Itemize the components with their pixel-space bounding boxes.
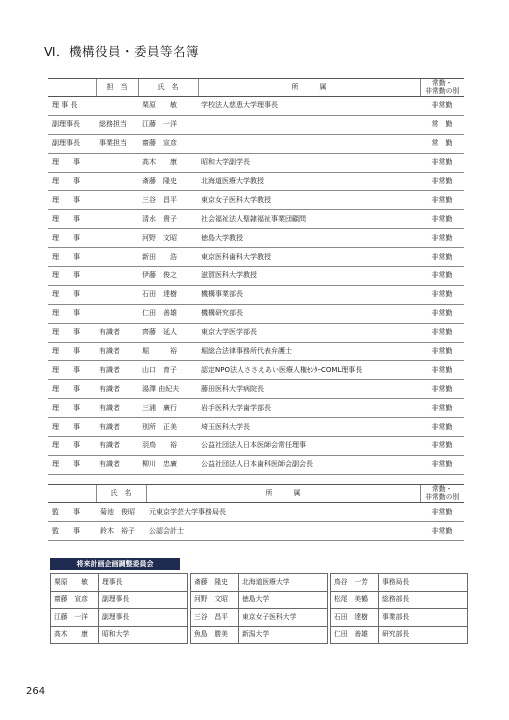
committee-member-name: 高木 康	[51, 626, 99, 644]
officer-position: 理 事	[48, 399, 96, 418]
table-row	[48, 399, 464, 418]
table-row	[48, 191, 464, 210]
committee-member	[51, 609, 188, 627]
committee-member-name: 栗原 敏	[51, 574, 99, 592]
officer-status: 非常勤	[420, 267, 464, 286]
officer-name: 江藤 一洋	[138, 115, 198, 134]
officer-category: 有識者	[96, 455, 138, 474]
table-row	[48, 323, 464, 342]
officer-position: 理 事 長	[48, 97, 96, 116]
officer-status: 非常勤	[420, 380, 464, 399]
page-title: Ⅵ．機構役員・委員等名簿	[44, 44, 200, 59]
table-row	[48, 248, 464, 267]
auditor-name: 菊池 俊昭	[96, 503, 146, 522]
officer-affiliation	[198, 115, 420, 134]
officer-category	[96, 248, 138, 267]
officer-affiliation: 北海道医療大学教授	[198, 172, 420, 191]
officer-affiliation: 岩手医科大学歯学部長	[198, 399, 420, 418]
officer-affiliation: 東京大学医学部長	[198, 323, 420, 342]
committee-member-role: 新潟大学	[239, 626, 328, 644]
officer-affiliation: 東京医科歯科大学教授	[198, 248, 420, 267]
officer-position: 理 事	[48, 229, 96, 248]
officer-name: 清水 貴子	[138, 210, 198, 229]
officer-affiliation: 堀総合法律事務所代表弁護士	[198, 342, 420, 361]
officer-affiliation: 認定NPO法人ささえあい医療人権ｾﾝﾀｰCOML理事長	[198, 361, 420, 380]
auditor-header-status	[420, 485, 464, 503]
officer-position: 理 事	[48, 191, 96, 210]
auditor-header-affiliation: 所 属	[146, 485, 420, 503]
committee-member-role: 北海道医療大学	[239, 574, 328, 592]
committee-member	[51, 591, 188, 609]
table-row	[48, 455, 464, 474]
committee-member-role: 昭和大学	[99, 626, 188, 644]
officer-category: 有識者	[96, 418, 138, 437]
officer-position: 理 事	[48, 172, 96, 191]
committee-block-3	[330, 573, 468, 644]
table-row	[48, 437, 464, 456]
committee-member-name: 三谷 昌平	[191, 609, 239, 627]
table-row	[48, 172, 464, 191]
officer-category: 事業担当	[96, 134, 138, 153]
officer-name: 柳川 忠廣	[138, 455, 198, 474]
officer-position: 理 事	[48, 248, 96, 267]
auditors-table	[48, 484, 464, 541]
table-row	[48, 380, 464, 399]
officer-status: 非常勤	[420, 342, 464, 361]
officer-status: 非常勤	[420, 97, 464, 116]
table-row	[48, 97, 464, 116]
officer-name: 高木 康	[138, 153, 198, 172]
officer-name: 三浦 廣行	[138, 399, 198, 418]
officer-category	[96, 267, 138, 286]
officer-name: 三谷 昌平	[138, 191, 198, 210]
officer-name: 栗原 敏	[138, 97, 198, 116]
auditor-header-position	[48, 485, 96, 503]
officer-name: 河野 文昭	[138, 229, 198, 248]
officer-status: 非常勤	[420, 153, 464, 172]
officer-name: 堀 裕	[138, 342, 198, 361]
officer-name: 仁田 善雄	[138, 304, 198, 323]
officer-affiliation: 社会福祉法人聖隷福祉事業団顧問	[198, 210, 420, 229]
officer-category	[96, 153, 138, 172]
committee-member-role: 事務局長	[379, 574, 468, 592]
officer-name: 別所 正美	[138, 418, 198, 437]
auditor-status: 非常勤	[420, 503, 464, 522]
officer-position: 理 事	[48, 153, 96, 172]
table-row	[48, 503, 464, 522]
auditors-header-row	[48, 485, 464, 503]
table-row	[48, 304, 464, 323]
officer-status: 非常勤	[420, 323, 464, 342]
officer-status: 非常勤	[420, 285, 464, 304]
header-name: 氏 名	[138, 79, 198, 97]
auditor-header-status-line1: 常勤・	[432, 484, 453, 493]
officer-category	[96, 210, 138, 229]
officer-category	[96, 191, 138, 210]
officer-name: 山口 育子	[138, 361, 198, 380]
officer-status: 非常勤	[420, 210, 464, 229]
officer-name: 石田 達樹	[138, 285, 198, 304]
officer-status: 非常勤	[420, 437, 464, 456]
committee-member-name: 齋藤 宣彦	[51, 591, 99, 609]
header-status-line2: 非常勤の別	[425, 86, 460, 95]
officer-status: 非常勤	[420, 248, 464, 267]
officer-affiliation: 藤田医科大学病院長	[198, 380, 420, 399]
officer-name: 羽鳥 裕	[138, 437, 198, 456]
officer-affiliation	[198, 134, 420, 153]
committee-member-role: 総務部長	[379, 591, 468, 609]
committee-member-role: 事業部長	[379, 609, 468, 627]
committee-member-role: 研究部長	[379, 626, 468, 644]
auditor-status: 非常勤	[420, 522, 464, 541]
officer-affiliation: 東京女子医科大学教授	[198, 191, 420, 210]
committee-member-role: 副理事長	[99, 591, 188, 609]
officers-header-row	[48, 79, 464, 97]
table-row	[48, 361, 464, 380]
table-row	[48, 153, 464, 172]
officer-status: 非常勤	[420, 418, 464, 437]
auditor-header-status-line2: 非常勤の別	[425, 492, 460, 501]
committee-block-1	[50, 573, 188, 644]
officer-position: 理 事	[48, 267, 96, 286]
officer-category	[96, 285, 138, 304]
officer-position: 理 事	[48, 380, 96, 399]
committee-member-name: 石田 達樹	[331, 609, 379, 627]
committee-member	[191, 626, 328, 644]
header-status-line1: 常勤・	[432, 78, 453, 87]
officer-name: 湯澤 由紀夫	[138, 380, 198, 399]
table-row	[48, 418, 464, 437]
officer-affiliation: 昭和大学副学長	[198, 153, 420, 172]
officer-affiliation: 埼玉医科大学長	[198, 418, 420, 437]
officer-category	[96, 97, 138, 116]
table-row	[48, 285, 464, 304]
officer-category: 有識者	[96, 399, 138, 418]
officer-status: 非常勤	[420, 229, 464, 248]
officer-category: 有識者	[96, 361, 138, 380]
officer-category: 総務担当	[96, 115, 138, 134]
committee-member-name: 河野 文昭	[191, 591, 239, 609]
header-category: 担 当	[96, 79, 138, 97]
officer-position: 理 事	[48, 210, 96, 229]
committee-member-name: 江藤 一洋	[51, 609, 99, 627]
officer-status: 非常勤	[420, 361, 464, 380]
table-row	[48, 342, 464, 361]
officer-name: 齊藤 延人	[138, 323, 198, 342]
table-row	[48, 115, 464, 134]
officer-name: 斎藤 隆史	[138, 172, 198, 191]
officer-position: 理 事	[48, 418, 96, 437]
committee-member-role: 理事長	[99, 574, 188, 592]
officers-table	[48, 78, 464, 475]
auditor-position: 監 事	[48, 522, 96, 541]
officer-affiliation: 公益社団法人日本歯科医師会副会長	[198, 455, 420, 474]
committee-member	[191, 591, 328, 609]
officer-category	[96, 304, 138, 323]
committee-member-name: 斎藤 隆史	[191, 574, 239, 592]
page-number: 264	[26, 686, 46, 697]
committee-member	[331, 626, 468, 644]
officer-affiliation: 公益社団法人日本医師会常任理事	[198, 437, 420, 456]
table-row	[48, 210, 464, 229]
officer-name: 新田 浩	[138, 248, 198, 267]
officer-position: 理 事	[48, 437, 96, 456]
officer-affiliation: 徳島大学教授	[198, 229, 420, 248]
officer-category: 有識者	[96, 437, 138, 456]
officer-position: 理 事	[48, 285, 96, 304]
officer-status: 常 勤	[420, 115, 464, 134]
officer-status: 非常勤	[420, 172, 464, 191]
officer-name: 齋藤 宣彦	[138, 134, 198, 153]
committee-member-role: 副理事長	[99, 609, 188, 627]
table-row	[48, 522, 464, 541]
officer-affiliation: 滋賀医科大学教授	[198, 267, 420, 286]
committee-member-name: 松尾 美鶴	[331, 591, 379, 609]
table-row	[48, 229, 464, 248]
officer-category: 有識者	[96, 380, 138, 399]
officer-affiliation: 学校法人慈恵大学理事長	[198, 97, 420, 116]
table-row	[48, 134, 464, 153]
auditor-affiliation: 元東京学芸大学事務局長	[146, 503, 420, 522]
officer-position: 理 事	[48, 361, 96, 380]
auditor-name: 鈴木 裕子	[96, 522, 146, 541]
officer-category: 有識者	[96, 342, 138, 361]
committee-member-name: 鳥谷 一芳	[331, 574, 379, 592]
officer-status: 常 勤	[420, 134, 464, 153]
auditor-header-name: 氏 名	[96, 485, 146, 503]
committee-block-2	[190, 573, 328, 644]
header-status	[420, 79, 464, 97]
committee-member-name: 魚島 勝美	[191, 626, 239, 644]
committee-member	[331, 591, 468, 609]
committee-member	[51, 574, 188, 592]
header-position	[48, 79, 96, 97]
committee-member	[331, 574, 468, 592]
committee-member	[331, 609, 468, 627]
officer-status: 非常勤	[420, 191, 464, 210]
officer-position: 理 事	[48, 323, 96, 342]
officer-category	[96, 229, 138, 248]
committee-member-role: 徳島大学	[239, 591, 328, 609]
committee-title: 将来計画企画調整委員会	[50, 558, 180, 570]
committee-member-role: 東京女子医科大学	[239, 609, 328, 627]
auditor-affiliation: 公認会計士	[146, 522, 420, 541]
committee-member-name: 仁田 善雄	[331, 626, 379, 644]
officer-category	[96, 172, 138, 191]
officer-position: 理 事	[48, 455, 96, 474]
officer-position: 副理事長	[48, 134, 96, 153]
committee-member	[51, 626, 188, 644]
officer-affiliation: 機構研究部長	[198, 304, 420, 323]
officer-status: 非常勤	[420, 455, 464, 474]
committee-member	[191, 609, 328, 627]
auditor-position: 監 事	[48, 503, 96, 522]
officer-category: 有識者	[96, 323, 138, 342]
officer-status: 非常勤	[420, 399, 464, 418]
officer-affiliation: 機構事業部長	[198, 285, 420, 304]
officer-name: 伊藤 俊之	[138, 267, 198, 286]
officer-position: 理 事	[48, 342, 96, 361]
officer-status: 非常勤	[420, 304, 464, 323]
officer-position: 理 事	[48, 304, 96, 323]
header-affiliation: 所 属	[198, 79, 420, 97]
officer-position: 副理事長	[48, 115, 96, 134]
committee-member	[191, 574, 328, 592]
table-row	[48, 267, 464, 286]
